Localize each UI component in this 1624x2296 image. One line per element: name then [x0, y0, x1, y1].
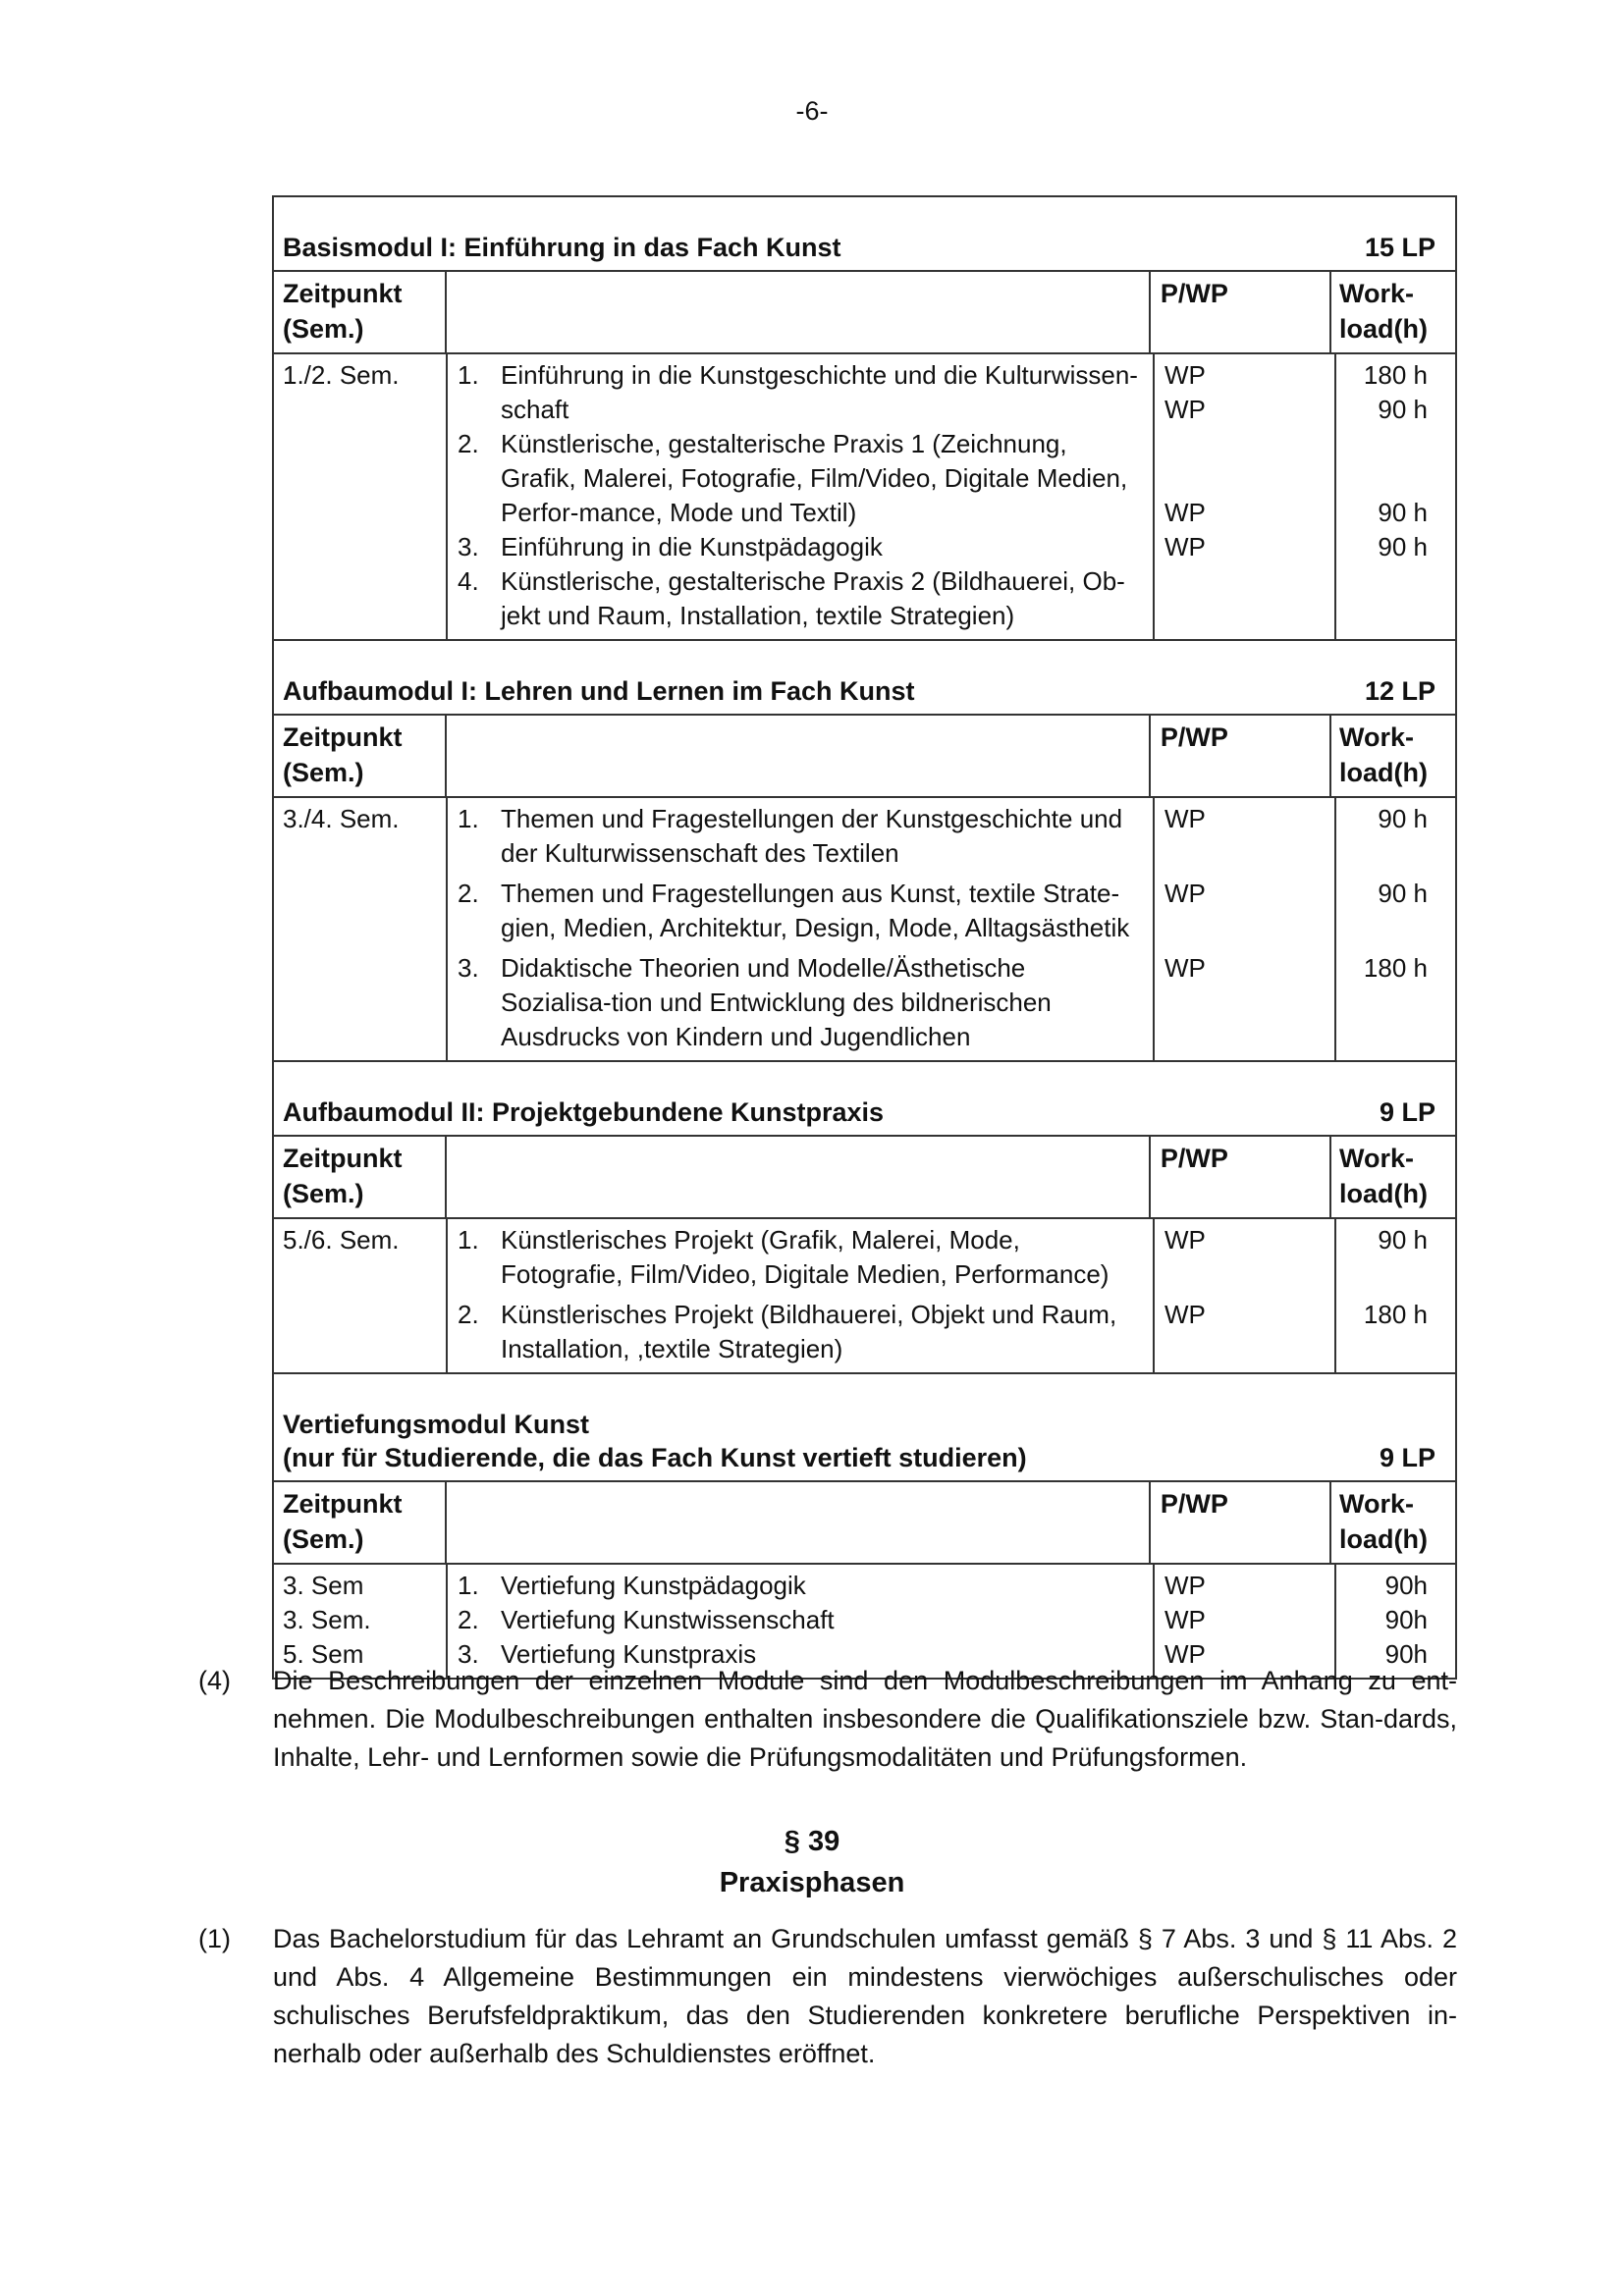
- header-blank: [447, 716, 1151, 796]
- workload-value: 90h: [1384, 1605, 1428, 1634]
- header-blank: [447, 272, 1151, 352]
- item-number: 1.: [458, 804, 479, 833]
- header-zeitpunkt: Zeitpunkt (Sem.): [274, 716, 447, 796]
- list-item: [458, 802, 1143, 871]
- item-text: Künstlerisches Projekt (Grafik, Malerei, Mode, Fotografie, Film/Video, Digitale Medien, Performance): [501, 1225, 1110, 1289]
- semester-value: 5. Sem: [283, 1639, 364, 1669]
- module-heading: [274, 639, 1455, 714]
- table-row: [274, 1219, 1455, 1372]
- table-row: [274, 1565, 1455, 1678]
- semester-cell: [274, 798, 448, 1060]
- workload-value: 180 h: [1363, 953, 1428, 983]
- paragraph-text: Die Beschreibungen der einzelnen Module sind den Modulbeschreibungen im Anhang zu ent-nehmen. Die Modulbeschreibungen enthalten insbesondere die Qualifikationsziele bzw. Stan-dards, Inhalte, Lehr- und Lernformen sowie die Prüfungsmodalitäten und Prüfungsformen.: [273, 1666, 1457, 1772]
- workload-value: 90h: [1384, 1639, 1428, 1669]
- item-number: 2.: [458, 1300, 479, 1329]
- workload-cell: [1336, 354, 1455, 639]
- semester-cell: [274, 1219, 448, 1372]
- header-blank: [447, 1137, 1151, 1217]
- semester-value: 3. Sem: [283, 1571, 364, 1600]
- semester-value: 1./2. Sem.: [283, 360, 400, 390]
- item-text: Themen und Fragestellungen aus Kunst, textile Strate-gien, Medien, Architektur, Design, Mode, Alltagsästhetik: [501, 879, 1130, 942]
- course-list: [448, 1219, 1155, 1372]
- header-blank: [447, 1482, 1151, 1563]
- table-header-row: [274, 1480, 1455, 1565]
- item-text: Vertiefung Kunstpraxis: [501, 1639, 757, 1669]
- item-number: 1.: [458, 1225, 479, 1255]
- header-workload: Work-load(h): [1339, 1144, 1429, 1208]
- workload-cell: [1336, 1219, 1455, 1372]
- pwp-value: WP: [1164, 395, 1206, 424]
- module-vertiefungsmodul: [274, 1372, 1455, 1678]
- module-credits: 15 LP: [1364, 233, 1435, 262]
- module-aufbaumodul-2: [274, 1060, 1455, 1372]
- item-number: 1.: [458, 1571, 479, 1600]
- item-number: 2.: [458, 1605, 479, 1634]
- module-aufbaumodul-1: [274, 639, 1455, 1060]
- workload-cell: [1336, 798, 1455, 1060]
- module-credits: 9 LP: [1379, 1097, 1435, 1127]
- module-credits: 9 LP: [1379, 1443, 1435, 1472]
- list-item: [458, 951, 1143, 1054]
- table-header-row: [274, 714, 1455, 798]
- section-heading: [0, 1821, 1624, 1903]
- course-list: [448, 1565, 1155, 1678]
- item-number: 1.: [458, 360, 479, 390]
- item-text: Vertiefung Kunstwissenschaft: [501, 1605, 835, 1634]
- table-row: [274, 798, 1455, 1060]
- pwp-cell: [1155, 354, 1336, 639]
- item-text: Vertiefung Kunstpädagogik: [501, 1571, 806, 1600]
- header-pwp: P/WP: [1151, 1137, 1331, 1217]
- table-header-row: [274, 270, 1455, 354]
- pwp-cell: [1155, 1219, 1336, 1372]
- item-number: 3.: [458, 532, 479, 561]
- module-heading: [274, 1372, 1455, 1480]
- pwp-value: WP: [1164, 1571, 1206, 1600]
- course-list: [448, 798, 1155, 1060]
- header-zeitpunkt: Zeitpunkt (Sem.): [274, 272, 447, 352]
- pwp-value: WP: [1164, 360, 1206, 390]
- paragraph-text: Das Bachelorstudium für das Lehramt an Grundschulen umfasst gemäß § 7 Abs. 3 und § 11 Abs. 2 und Abs. 4 Allgemeine Bestimmungen ein mindestens vierwöchiges außerschulisches oder schulisches Berufsfeldpraktikum, das den Studierenden konkretere berufliche Perspektiven in-nerhalb oder außerhalb des Schuldienstes eröffnet.: [273, 1924, 1457, 2068]
- list-item: [458, 1603, 1143, 1637]
- list-item: [458, 1223, 1143, 1292]
- course-list: [448, 354, 1155, 639]
- item-text: Themen und Fragestellungen der Kunstgeschichte und der Kulturwissenschaft des Textilen: [501, 804, 1123, 868]
- workload-value: 90 h: [1378, 532, 1428, 561]
- list-item: [458, 427, 1143, 530]
- paragraph-4: [198, 1662, 1457, 1777]
- workload-value: 90 h: [1378, 395, 1428, 424]
- page-number: -6-: [795, 96, 829, 126]
- paragraph-number: (1): [198, 1924, 231, 1953]
- header-pwp: P/WP: [1151, 716, 1331, 796]
- header-pwp: P/WP: [1151, 1482, 1331, 1563]
- module-title: Vertiefungsmodul Kunst (nur für Studierende, die das Fach Kunst vertieft studieren): [283, 1410, 1027, 1472]
- list-item: [458, 1298, 1143, 1366]
- table-row: [274, 354, 1455, 639]
- item-number: 4.: [458, 566, 479, 596]
- module-heading: [274, 1060, 1455, 1135]
- item-text: Einführung in die Kunstpädagogik: [501, 532, 883, 561]
- header-workload: Work-load(h): [1339, 722, 1429, 787]
- workload-value: 90 h: [1378, 498, 1428, 527]
- pwp-value: WP: [1164, 953, 1206, 983]
- header-workload: Work-load(h): [1339, 279, 1429, 344]
- workload-value: 90 h: [1378, 804, 1428, 833]
- item-text: Künstlerisches Projekt (Bildhauerei, Objekt und Raum, Installation, ,textile Strategien): [501, 1300, 1117, 1363]
- item-number: 3.: [458, 1639, 479, 1669]
- item-number: 2.: [458, 429, 479, 458]
- module-title: Basismodul I: Einführung in das Fach Kunst: [283, 233, 841, 262]
- semester-cell: [274, 354, 448, 639]
- workload-value: 180 h: [1363, 360, 1428, 390]
- pwp-value: WP: [1164, 804, 1206, 833]
- paragraph-number: (4): [198, 1666, 231, 1695]
- item-text: Künstlerische, gestalterische Praxis 1 (Zeichnung, Grafik, Malerei, Fotografie, Film/Video, Digitale Medien, Perfor-mance, Mode und Textil): [501, 429, 1128, 527]
- pwp-value: WP: [1164, 498, 1206, 527]
- module-credits: 12 LP: [1364, 676, 1435, 706]
- workload-value: 90 h: [1378, 879, 1428, 908]
- item-number: 3.: [458, 953, 479, 983]
- workload-cell: [1336, 1565, 1455, 1678]
- workload-value: 180 h: [1363, 1300, 1428, 1329]
- module-title: Aufbaumodul I: Lehren und Lernen im Fach Kunst: [283, 676, 915, 706]
- workload-value: 90h: [1384, 1571, 1428, 1600]
- list-item: [458, 877, 1143, 945]
- header-zeitpunkt: Zeitpunkt (Sem.): [274, 1482, 447, 1563]
- pwp-value: WP: [1164, 1225, 1206, 1255]
- workload-value: 90 h: [1378, 1225, 1428, 1255]
- pwp-cell: [1155, 798, 1336, 1060]
- pwp-value: WP: [1164, 879, 1206, 908]
- module-table: [272, 195, 1457, 1680]
- module-heading: [274, 197, 1455, 270]
- semester-value: 5./6. Sem.: [283, 1225, 400, 1255]
- pwp-value: WP: [1164, 1605, 1206, 1634]
- section-title: Praxisphasen: [719, 1867, 905, 1898]
- header-pwp: P/WP: [1151, 272, 1331, 352]
- semester-value: 3./4. Sem.: [283, 804, 400, 833]
- pwp-value: WP: [1164, 532, 1206, 561]
- module-title: Aufbaumodul II: Projektgebundene Kunstpraxis: [283, 1097, 885, 1127]
- table-header-row: [274, 1135, 1455, 1219]
- list-item: [458, 1569, 1143, 1603]
- paragraph-1: [198, 1920, 1457, 2073]
- section-number: § 39: [784, 1826, 840, 1857]
- module-basismodul-1: [274, 197, 1455, 639]
- semester-value: 3. Sem.: [283, 1605, 371, 1634]
- pwp-value: WP: [1164, 1300, 1206, 1329]
- header-zeitpunkt: Zeitpunkt (Sem.): [274, 1137, 447, 1217]
- list-item: [458, 358, 1143, 427]
- list-item: [458, 530, 1143, 564]
- pwp-value: WP: [1164, 1639, 1206, 1669]
- item-text: Künstlerische, gestalterische Praxis 2 (Bildhauerei, Ob-jekt und Raum, Installation, textile Strategien): [501, 566, 1125, 630]
- semester-cell: [274, 1565, 448, 1678]
- pwp-cell: [1155, 1565, 1336, 1678]
- item-text: Didaktische Theorien und Modelle/Ästhetische Sozialisa-tion und Entwicklung des bildnerischen Ausdrucks von Kindern und Jugendlichen: [501, 953, 1052, 1051]
- list-item: [458, 564, 1143, 633]
- item-number: 2.: [458, 879, 479, 908]
- item-text: Einführung in die Kunstgeschichte und die Kulturwissen-schaft: [501, 360, 1138, 424]
- header-workload: Work-load(h): [1339, 1489, 1429, 1554]
